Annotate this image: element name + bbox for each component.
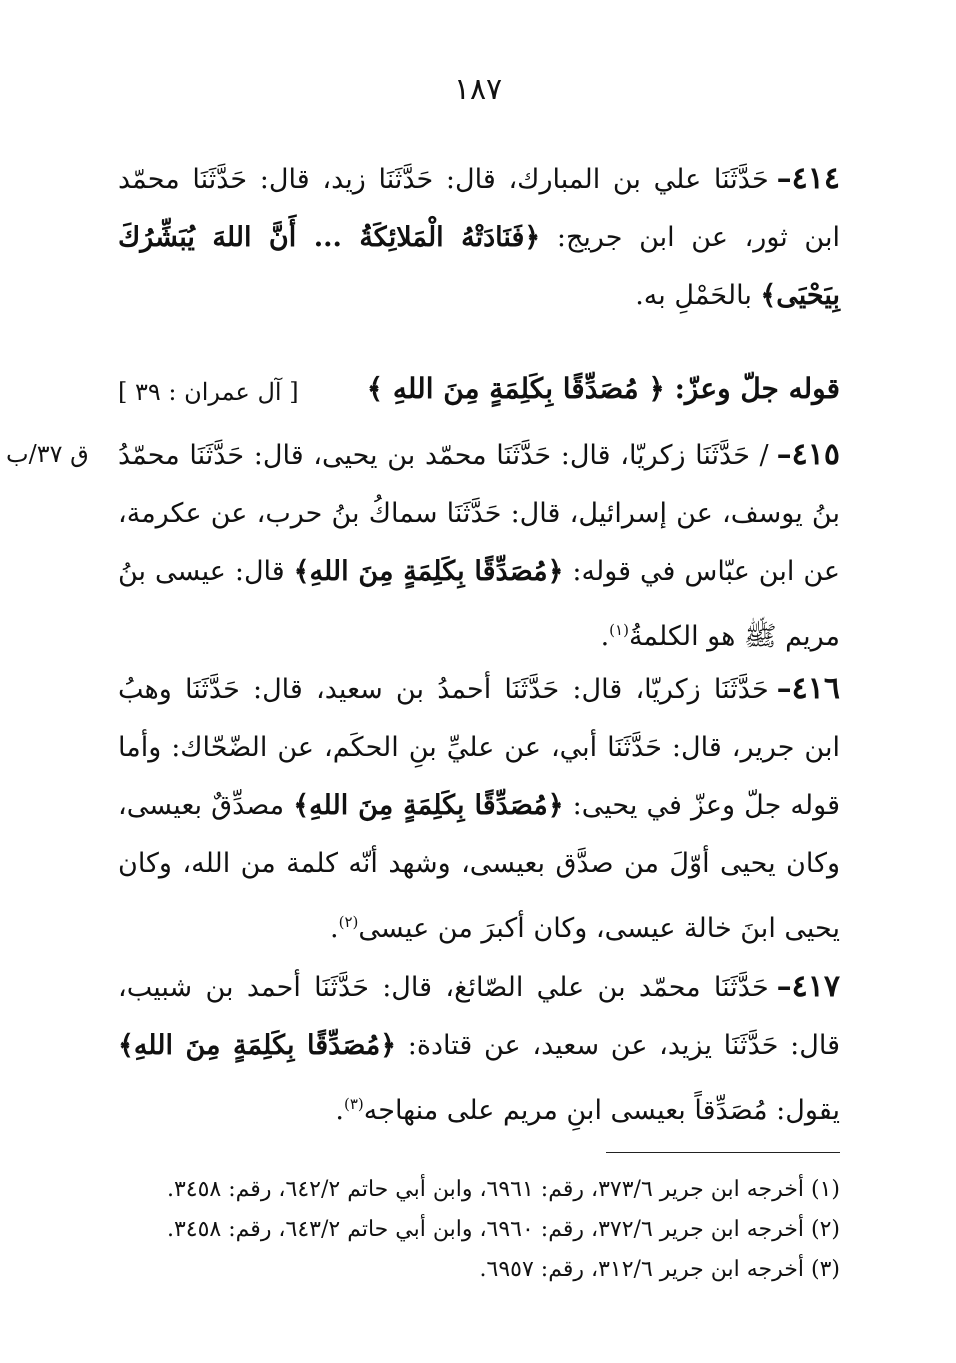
hadith-number: ٤١٧– bbox=[776, 969, 840, 1004]
paragraph-417 bbox=[118, 958, 840, 1140]
period: . bbox=[600, 621, 610, 652]
page-number: ١٨٧ bbox=[453, 72, 503, 107]
period: . bbox=[329, 913, 339, 944]
footnote-ref[interactable]: (٢) bbox=[338, 913, 359, 931]
quran-quote: ﴿مُصَدِّقًا بِكَلِمَةٍ مِنَ اللهِ﴾ bbox=[118, 1030, 397, 1061]
hadith-text-cont: مصدِّقٌ بعيسى، وكان يحيى أوّلَ من صدَّق بعيسى، وشهد أنّه كلمة من الله، وكان يحيى ابنَ خالة عيسى، وكان أكبرَ من عيسى bbox=[118, 790, 840, 944]
paragraph-416 bbox=[118, 660, 840, 958]
manuscript-margin-note: ق ٣٧/ب bbox=[6, 440, 89, 468]
footnotes bbox=[118, 1170, 840, 1290]
hadith-number: ٤١٥– bbox=[776, 437, 840, 472]
quran-quote: ﴿مُصَدِّقًا بِكَلِمَةٍ مِنَ اللهِ﴾ bbox=[293, 556, 564, 587]
hadith-text-cont: بالحَمْلِ به. bbox=[635, 280, 761, 311]
quran-quote: ﴿مُصَدِّقًا بِكَلِمَةٍ مِنَ اللهِ﴾ bbox=[293, 790, 564, 821]
hadith-text: حَدَّثَنَا محمّد بن علي الصّائغ، قال: حَدَّثَنَا أحمد بن شبيب، قال: حَدَّثَنَا يزيد، عن سعيد، عن قتادة: bbox=[118, 972, 840, 1061]
period: . bbox=[335, 1095, 344, 1126]
hadith-text: حَدَّثَنَا زكريّا، قال: حَدَّثَنَا أحمدُ بن سعيد، قال: حَدَّثَنَا وهبُ ابن جرير، قال: حَدَّثَنَا أبي، عن عليِّ بنِ الحكَم، عن الضّحّاك: وأما قوله جلّ وعزّ في يحيى: bbox=[118, 674, 840, 821]
quran-quote: ﴿فَنَادَتْهُ الْمَلائِكَةُ ... أَنَّ اللهَ يُبَشِّرُكَ بِيَحْيَى﴾ bbox=[118, 222, 840, 311]
hadith-text-cont: قال: عيسى بنُ مريم ﷺ هو الكلمةُ bbox=[118, 556, 840, 652]
hadith-number: ٤١٦– bbox=[776, 671, 840, 706]
heading-title: قوله جلّ وعزّ: ﴿ مُصَدِّقًا بِكَلِمَةٍ مِنَ اللهِ ﴾ bbox=[366, 372, 840, 405]
footnote-ref[interactable]: (٣) bbox=[344, 1095, 364, 1113]
hadith-text: / حَدَّثَنَا زكريّا، قال: حَدَّثَنَا محمّد بن يحيى، قال: حَدَّثَنَا محمّدُ بنُ يوسف، عن إسرائيل، قال: حَدَّثَنَا سماكُ بنُ حرب، عن عكرمة، عن ابن عبّاس في قوله: bbox=[118, 440, 840, 587]
section-heading bbox=[118, 372, 840, 422]
verse-reference: [ آل عمران : ٣٩ ] bbox=[118, 378, 299, 406]
paragraph-414 bbox=[118, 150, 840, 325]
footnote-1: (١) أخرجه ابن جرير ٣٧٣/٦، رقم: ٦٩٦١، وابن أبي حاتم ٦٤٢/٢، رقم: ٣٤٥٨. bbox=[166, 1177, 840, 1202]
footnote-ref[interactable]: (١) bbox=[609, 621, 629, 639]
footnote-3: (٣) أخرجه ابن جرير ٣١٢/٦، رقم: ٦٩٥٧. bbox=[479, 1257, 840, 1282]
paragraph-415 bbox=[118, 426, 840, 666]
footnote-2: (٢) أخرجه ابن جرير ٣٧٢/٦، رقم: ٦٩٦٠، وابن أبي حاتم ٦٤٣/٢، رقم: ٣٤٥٨. bbox=[166, 1217, 840, 1242]
hadith-text-cont: يقول: مُصَدِّقاً بعيسى ابنِ مريم على منهاجه bbox=[363, 1095, 840, 1126]
footnote-divider bbox=[606, 1152, 840, 1153]
hadith-text: حَدَّثَنَا علي بن المبارك، قال: حَدَّثَنَا زيد، قال: حَدَّثَنَا محمّد ابن ثور، عن ابن جريج: bbox=[118, 164, 840, 253]
hadith-number: ٤١٤– bbox=[776, 161, 840, 196]
